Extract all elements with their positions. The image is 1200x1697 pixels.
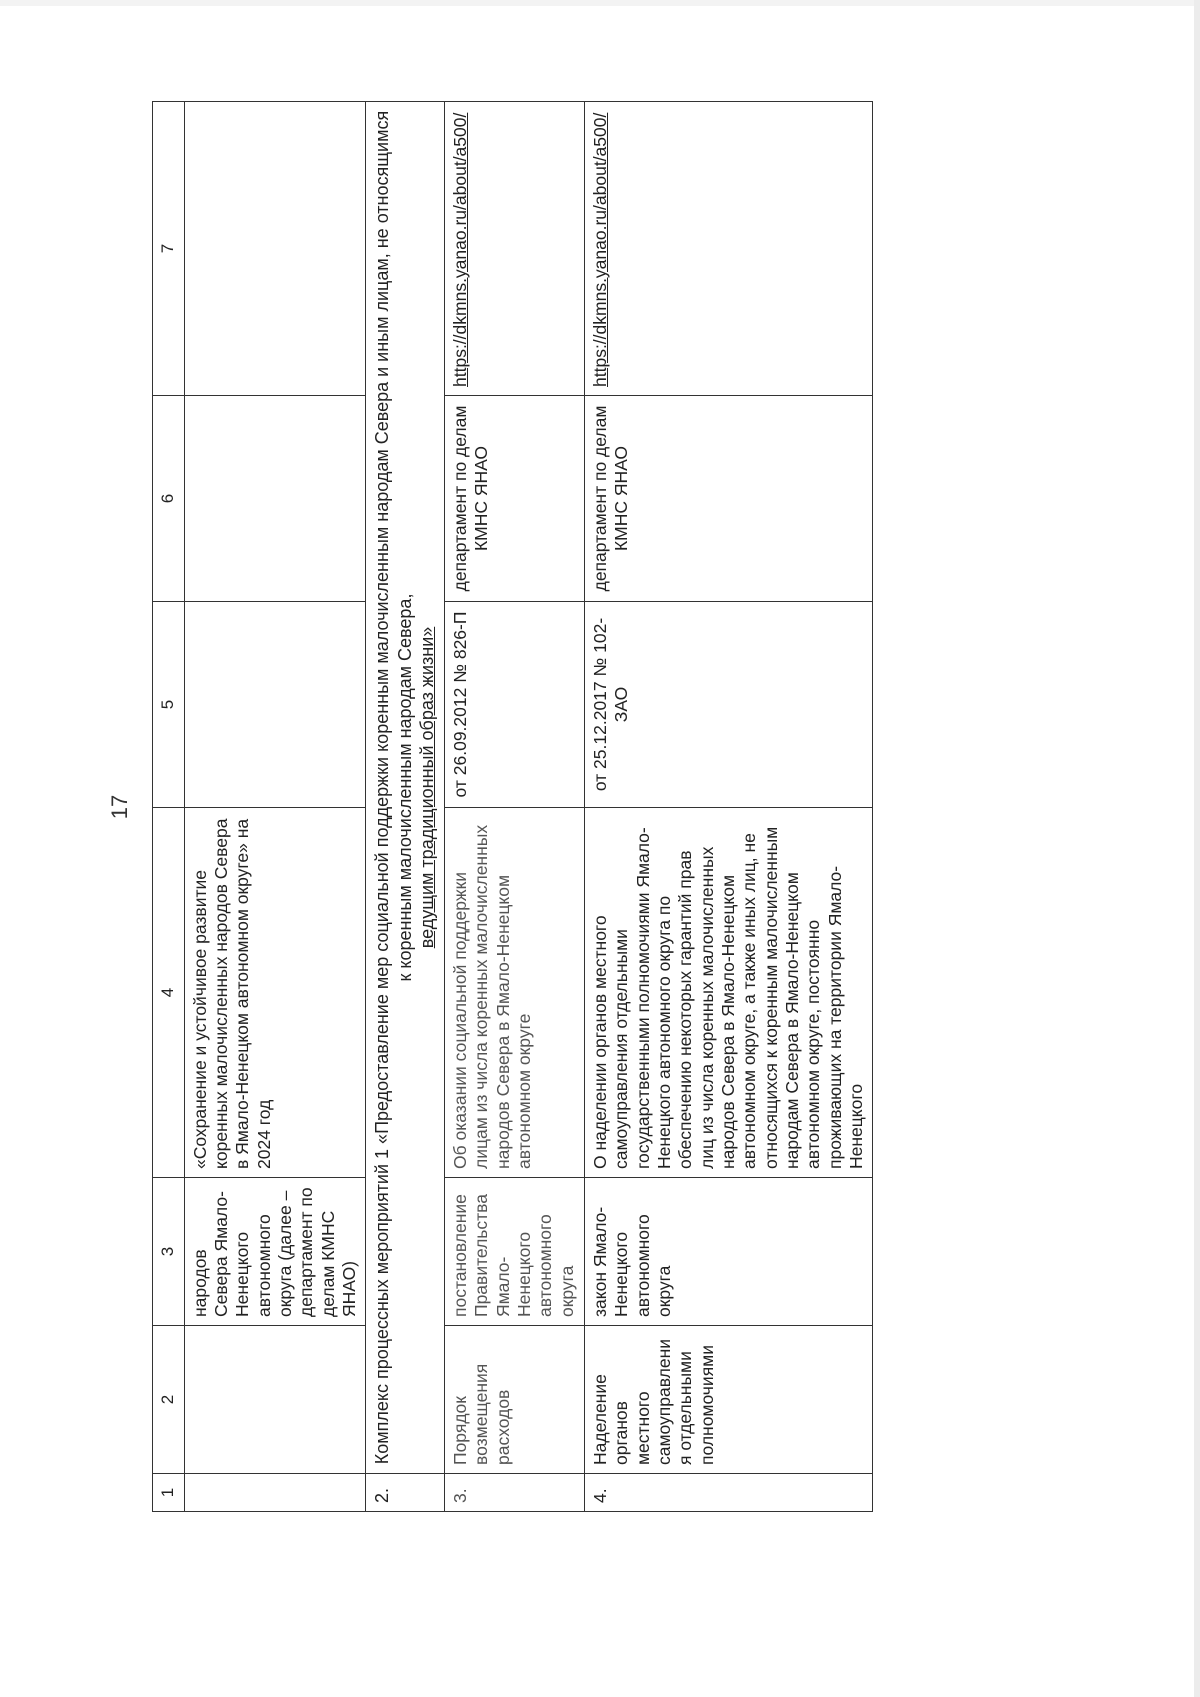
cell-num <box>184 1474 366 1512</box>
scan-edge-top <box>0 0 1200 6</box>
document-table <box>152 101 873 1512</box>
rotated-page <box>107 102 1087 1512</box>
column-number: 6 <box>153 396 185 602</box>
row-executor: департамент по делам КМНС ЯНАО <box>584 396 872 602</box>
row-title: Об оказании социальной поддержки лицам из числа коренных малочисленных народов Севера в Ямало-Ненецком автономном округе <box>444 808 584 1178</box>
table-row-continuation <box>184 102 366 1512</box>
cell-doc-type: народов Севера Ямало-Ненецкого автономного округа (далее – департамент по делам КМНС ЯНАО) <box>184 1178 366 1326</box>
column-number: 1 <box>153 1474 185 1512</box>
column-number-row <box>153 102 185 1512</box>
scan-edge-right <box>1194 0 1200 1697</box>
column-number: 2 <box>153 1326 185 1474</box>
cell-title: «Сохранение и устойчивое развитие коренных малочисленных народов Севера в Ямало-Ненецком автономном округе» на 2024 год <box>184 808 366 1178</box>
section-title <box>366 102 445 1474</box>
cell-name <box>184 1326 366 1474</box>
column-number: 7 <box>153 102 185 396</box>
section-title-text-end: ведущим традиционный образ жизни» <box>417 626 438 949</box>
table-row <box>444 102 584 1512</box>
row-executor: департамент по делам КМНС ЯНАО <box>444 396 584 602</box>
column-number: 5 <box>153 602 185 808</box>
row-number: 4. <box>584 1474 872 1512</box>
page-number: 17 <box>107 794 132 820</box>
section-number: 2. <box>366 1474 445 1512</box>
row-link[interactable]: https://dkmns.yanao.ru/about/a500/ <box>589 112 610 387</box>
row-doc-type: постановление Правительства Ямало-Ненецкого автономного округа <box>444 1178 584 1326</box>
row-link-cell <box>444 102 584 396</box>
row-doc-type: закон Ямало-Ненецкого автономного округа <box>584 1178 872 1326</box>
cell-date <box>184 602 366 808</box>
row-name: Порядок возмещения расходов <box>444 1326 584 1474</box>
table-row <box>584 102 872 1512</box>
row-link[interactable]: https://dkmns.yanao.ru/about/a500/ <box>449 112 470 387</box>
section-row <box>366 102 445 1512</box>
row-date: от 25.12.2017 № 102-ЗАО <box>584 602 872 808</box>
column-number: 4 <box>153 808 185 1178</box>
row-number: 3. <box>444 1474 584 1512</box>
row-link-cell <box>584 102 872 396</box>
row-title: О наделении органов местного самоуправления отдельными государственными полномочиями Ямало-Ненецкого автономного округа по обеспечению некоторых гарантий прав лиц из числа коренных малочисленных народов Севера в Ямало-Ненецком автономном округе, а также иных лиц, не относящихся к коренным малочисленным народам Севера в Ямало-Ненецком автономном округе, постоянно проживающих на территории Ямало-Ненецкого <box>584 808 872 1178</box>
column-number: 3 <box>153 1178 185 1326</box>
cell-executor <box>184 396 366 602</box>
row-name: Наделение органов местного самоуправления отдельными полномочиями <box>584 1326 872 1474</box>
section-title-text: Комплекс процессных мероприятий 1 «Предоставление мер социальной поддержки коренным малочисленным народам Севера и иным лицам, не относящимся к коренным малочисленным народам Севера, <box>372 110 415 1465</box>
row-date: от 26.09.2012 № 826-П <box>444 602 584 808</box>
cell-link <box>184 102 366 396</box>
